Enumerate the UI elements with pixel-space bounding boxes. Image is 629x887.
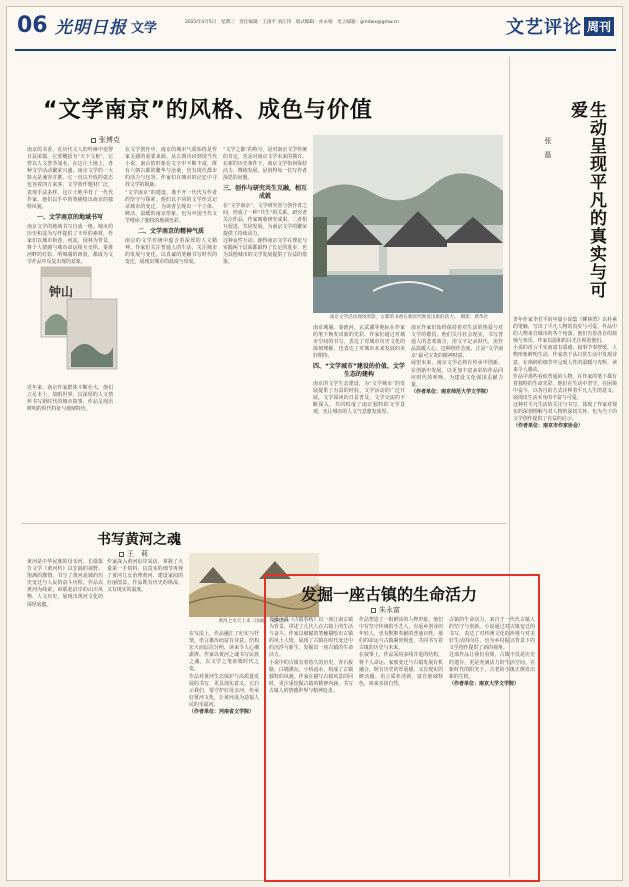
masthead <box>15 11 616 51</box>
river-painting <box>189 553 319 617</box>
main-byline: 张博克 <box>91 135 120 145</box>
masthead-meta: 2023年4月5日 星期三 责任编辑：王国平 刘江伟 版式编辑：孙永娟 电子邮箱：gmdwx@gmw.cn <box>185 20 400 25</box>
right-byline: 张 磊 <box>544 137 552 158</box>
section-name: 文学 <box>131 21 158 36</box>
weekly-tag: 周刊 <box>584 17 614 36</box>
column-name: 文艺评论 <box>506 17 582 38</box>
paper-name: 光明日报 <box>55 18 127 38</box>
byline-mark-icon <box>119 552 124 557</box>
yellow-river-headline: 书写黄河之魂 <box>97 532 181 548</box>
yellow-river-col-2: 作家深入黄河沿岸采访，掌握了大量第一手资料，以真实的细节再现了黄河儿女治理黄河、建设家园的壮丽图景。作品既有历史的纵深，又有现实的温度。 <box>107 559 183 594</box>
byline-mark-icon <box>371 608 376 613</box>
highlight-col-3: 古镇的生命活力，来自于一代代古镇人的坚守与创新。小说通过对古镇变迁的书写，表达了对传统文化的珍视与对美好生活的向往，也为乡村振兴背景下的文学创作提供了新的视角。 这部作品让我们看到，古镇不仅是历史的遗存，更是充满活力的生活空间。在新时代的阳光下，古老的小镇正焕发出新的生机。 （作者单位：南京大学文学院） <box>449 617 535 687</box>
highlight-col-2: 作品塑造了一批鲜活的人物形象。他们中有坚守传统的手艺人，有返乡创业的年轻人，也有默默奉献的普通百姓。他们的命运与古镇紧密相连，共同书写着古镇的历史与未来。 在叙事上，作品采用多线并进的结构，将个人命运、家族变迁与古镇发展有机融合，既有历史的厚重感，又有现实的鲜活感。语言质朴清新，富有地域特色，读来亲切自然。 <box>359 617 443 687</box>
main-col-5: 南京作家们始终保持着对生活的热爱与对文学的敬畏。他们关注社会现实，书写普通人的悲欢离合，用文字记录时代，用作品温暖人心。这种创作态度，正是“文学南京”最可宝贵的精神财富。 展望未来，南京文学必将在传承中创新、在创新中发展，以更加丰富多彩的作品回应时代的呼唤，为建设文化强国贡献力量。 （作者单位：南京师范大学文学院） <box>411 325 503 395</box>
main-col-1b: 近年来，南京作家群体不断壮大，他们立足本土，放眼世界，以深厚的人文情怀书写新时代的城市故事，作品呈现出鲜明的时代特征与地域特色。 <box>27 385 113 413</box>
main-col-3: “文学之都”的称号，是对南京文学传统的肯定，也是对南京文学未来的期许。在新的历史条件下，南京文学如何保持活力、继续发展，是值得每一位写作者深思的问题。 三、创作与研究共生互融，相互成就 在“文学南京”，文学研究者与创作者之间，形成了一种“共生”的关系。研究者关注作品，作家吸收研究成果，二者相互促进、共同发展，为南京文学的繁荣提供了持续动力。 这种良性互动，使得南京文学在理论与实践两个层面都取得了长足的进步，也为其他城市的文学发展提供了有益的借鉴。 <box>223 147 308 266</box>
newspaper-page <box>6 6 623 881</box>
right-headline: 生动呈现平凡的真实与可爱 <box>567 101 606 299</box>
byline-mark-icon <box>91 138 96 143</box>
main-col-2: 在文学创作中，南京的城市气质始终是作家灵感的重要来源。从古典诗词到现当代小说，南京的形象在文字中不断丰富，既有六朝古都的繁华与沧桑，也有现代都市的活力与包容。作家们在城市的记忆中寻找文学的根脉。 “文学南京”的建设，离不开一代代写作者的坚守与探索。他们以不同的文学形式记录城市的变迁，为读者呈现出一个立体、鲜活、温暖的南京形象，也为中国当代文学增添了独特的地域色彩。 二、文学南京的精神气质 南京的文学传统中蕴含着深厚的人文精神。作家们关注普通人的生活，关注城市的发展与变化，以真诚的笔触书写时代的变迁，展现出城市的温度与厚度。 <box>125 147 217 266</box>
main-headline: “文学南京”的风格、成色与价值 <box>43 98 373 123</box>
main-col-4: 南京城墙、秦淮河、玄武湖等地标在作家的笔下焕发出新的光彩。作家们通过对城市空间的书写，表达了对城市历史文化的深刻理解，也表达了对城市未来发展的美好期待。 四、“文学城市”建设的价值、文学生态的建构 南京的文学生态建设，为“文学城市”的发展提供了有益的经验。文学活动的广泛开展、文学阅读的日益普及、文学交流的不断深入，共同构成了南京独特的文学景观，也让城市的人文气息愈发浓厚。 <box>313 325 405 416</box>
yellow-river-col-1: 黄河是中华民族的母亲河。长篇报告文学《黄河传》以宏阔的视野、饱满的激情，书写了黄河流域的历史变迁与人民的奋斗历程。作品以黄河为线索，串联起沿岸的山川风物、人文历史，展现出黄河文化的深厚底蕴。 <box>27 559 103 608</box>
main-col-1a: 南京的书香，在历代文人的吟咏中变得日益浓郁。它要概括为“天下文枢”，它曾以人文荟萃闻名，在这片土地上，各种文学活动繁荣兴盛。南京文学的一大特点是兼容并蓄，它一直以开放的姿态包容着四方来客，文学创作题材广泛，表现手法多样。这片土地孕育了一代代作家，他们以手中的笔描绘出南京的独特风貌。 一、文学南京的地域书写 南京文学的地域书写自成一格。城市的历史积淀为写作提供了丰厚的素材，作家们以城市街巷、河流、园林为背景，将个人情感与城市命运相互交织。秦淮河畔的灯影、明城墙的斑驳，都成为文学作品中反复出现的意象。 <box>27 147 113 266</box>
book-title: 钟山 <box>49 285 74 299</box>
yellow-river-byline: 王 莉 <box>119 549 148 559</box>
page-number: 06 <box>17 13 48 38</box>
highlight-col-1: 长篇小说《古镇春秋》以一座江南古镇为背景，讲述了几代人在古镇上的生活与奋斗。作家以细腻的笔触描绘出古镇的风土人情，展现了古镇在时代变迁中的沉浮与新生，发掘出一座古镇的生命活力。 小说中的古镇有着悠久的历史，青石板路、白墙黛瓦、小桥流水，构成了古镇独特的风貌。作家在描写古镇风景的同时，更注重挖掘古镇的精神内涵，书写古镇人的情感世界与精神追求。 <box>269 617 353 694</box>
section-divider <box>21 523 507 524</box>
photo-caption: 南京文学活动现场剪影，古都的书香在新时代焕发出新的活力。 摄影：新华社 <box>329 315 489 320</box>
yellow-river-col-3: 在写法上，作品融汇了纪实与抒情，语言雄浑而富有诗意，结构宏大而层次分明，读来令人心潮澎湃。作家以黄河之魂书写民族之魂，以文学之笔讴歌时代之变。 作品对黄河生态保护与高质量发展的书写，更具现实意义。它启示我们，要守护好母亲河，传承好黄河文化，让黄河成为造福人民的幸福河。 （作者单位：河南省文学院） <box>189 631 259 716</box>
book-cover <box>39 263 121 383</box>
main-photo <box>313 135 503 313</box>
highlight-headline: 发掘一座古镇的生命活力 <box>301 585 478 604</box>
painting-caption: 黄河之水天上来（国画） 资料图片 <box>218 619 290 624</box>
highlight-byline: 朱永富 <box>371 605 400 615</box>
right-article-body: 青年作家李君平的中篇小说集《柳林湾》以朴素的笔触，写出了平凡人物的真实与可爱。作品中的人物来自城市的各个角落，他们有着各自的烦恼与欢乐，作家以温和的目光注视着他们。 小说的语言平实而富有质感，叙事节奏舒缓，人物形象鲜明生动。作家善于从日常生活中发现诗意，在琐碎的细节中呈现人性的温暖与光辉，读来令人感动。 作品中那些看似普通的人物，在作家的笔下都有着独特的生命光彩。他们在生活中坚守，在困境中奋斗，以各自的方式诠释着平凡人生的意义，展现出生活本身的丰富与可爱。 这种对平凡生活的关注与书写，体现了作家对现实的深刻理解与对人物的深切关怀，也为当下的文学创作提供了有益的启示。 （作者单位：南京市作家协会） <box>513 317 617 430</box>
